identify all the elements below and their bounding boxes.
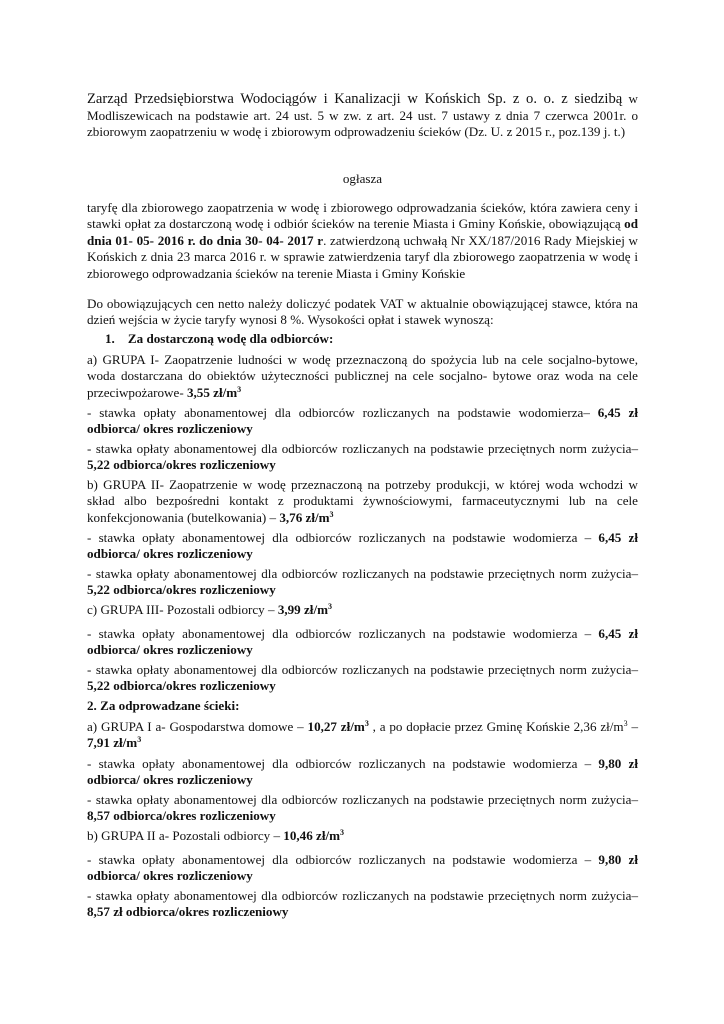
sewage-group1-subsidy-text: , a po dopłacie przez Gminę Końskie 2,36 zł/m	[368, 719, 624, 734]
water-group1-text: a) GRUPA I- Zaopatrzenie ludności w wodę przeznaczoną do spożycia lub na cele socjalno-bytowe, woda dostarczana do obiektów użyteczności publicznej na cele socjalno- bytowe oraz woda na cele przeciwpożarowe-	[87, 352, 638, 400]
water-group2-norm-text: - stawka opłaty abonamentowej dla odbiorców rozliczanych na podstawie przeciętnych norm zużycia–	[87, 566, 638, 581]
water-group2-meter-text: - stawka opłaty abonamentowej dla odbiorców rozliczanych na podstawie wodomierza –	[87, 530, 599, 545]
sewage-group1-norm-rate	[87, 792, 638, 825]
water-group3-norm-text: - stawka opłaty abonamentowej dla odbiorców rozliczanych na podstawie przeciętnych norm zużycia–	[87, 662, 638, 677]
sewage-group1-meter-text: - stawka opłaty abonamentowej dla odbiorców rozliczanych na podstawie wodomierza –	[87, 756, 599, 771]
intro-paragraph	[87, 200, 638, 282]
sewage-section-title: . Za odprowadzane ścieki:	[93, 698, 240, 713]
sewage-group2-meter-rate	[87, 852, 638, 885]
water-group3-norm-value: 5,22 odbiorca/okres rozliczeniowy	[87, 678, 276, 694]
water-group3-meter-rate	[87, 626, 638, 659]
cubic-superscript: 3	[329, 509, 334, 519]
sewage-group1-meter-rate	[87, 756, 638, 789]
sewage-group1-norm-text: - stawka opłaty abonamentowej dla odbiorców rozliczanych na podstawie przeciętnych norm zużycia–	[87, 792, 638, 807]
cubic-superscript: 3	[328, 602, 332, 611]
vat-paragraph: Do obowiązujących cen netto należy doliczyć podatek VAT w aktualnie obowiązującej stawce, która na dzień wejścia w życie taryfy wynosi 8 %. Wysokości opłat i stawek wynoszą:	[87, 296, 638, 328]
water-group1	[87, 352, 638, 401]
sewage-section-heading	[87, 698, 638, 714]
intro-part2: . zatwierdzoną uchwałą Nr XX/187/2016 Rady Miejskiej w Końskich z dnia 23 marca 2016 r. w sprawie zatwierdzenia taryf dla zbiorowego zaopatrzenia w wodę i zbiorowego odprowadzania ścieków na terenie Miasta i Gminy Końskie	[87, 232, 638, 281]
water-section-heading	[87, 331, 638, 347]
sewage-group2-text: b) GRUPA II a- Pozostali odbiorcy –	[87, 828, 284, 843]
water-group3-text: c) GRUPA III- Pozostali odbiorcy –	[87, 602, 278, 617]
sewage-group2	[87, 828, 638, 844]
sewage-group2-norm-rate	[87, 888, 638, 921]
water-group2-meter-rate	[87, 530, 638, 563]
water-group1-norm-rate	[87, 441, 638, 474]
cubic-superscript: 3	[340, 828, 345, 837]
water-group3-price: 3,99 zł/m	[277, 602, 328, 617]
water-group1-price: 3,55 zł/m	[186, 384, 238, 400]
cubic-superscript: 3	[137, 735, 142, 745]
sewage-group2-norm-text: - stawka opłaty abonamentowej dla odbiorców rozliczanych na podstawie przeciętnych norm zużycia–	[87, 888, 638, 903]
cubic-superscript: 3	[623, 719, 628, 728]
sewage-group1-meter-value: 9,80 zł odbiorca/ okres rozliczeniowy	[87, 756, 638, 788]
announce-heading: ogłasza	[342, 171, 383, 186]
water-group2	[87, 477, 638, 526]
sewage-group1-final-price: 7,91 zł/m	[87, 735, 138, 751]
water-group2-meter-value: 6,45 zł odbiorca/ okres rozliczeniowy	[87, 530, 638, 562]
sewage-group2-norm-value: 8,57 zł odbiorca/okres rozliczeniowy	[87, 904, 289, 920]
water-group1-norm-text: - stawka opłaty abonamentowej dla odbiorców rozliczanych na podstawie przeciętnych norm zużycia–	[87, 441, 638, 456]
intro-dates: od dnia 01- 05- 2016 r. do dnia 30- 04- 2017 r	[87, 216, 638, 248]
water-group1-norm-value: 5,22 odbiorca/okres rozliczeniowy	[87, 457, 276, 473]
sewage-group1-norm-value: 8,57 odbiorca/okres rozliczeniowy	[87, 808, 276, 824]
sewage-group1	[87, 719, 638, 752]
header-rest: w Modliszewicach na podstawie art. 24 ust. 5 w zw. z art. 24 ust. 7 ustawy z dnia 7 czerwca 2001r. o zbiorowym zaopatrzeniu w wodę i zbiorowym odprowadzeniu ścieków (Dz. U. z 2015 r., poz.139 j. t.)	[87, 91, 638, 140]
water-section-number: 1.	[105, 331, 115, 346]
intro-part1: taryfę dla zbiorowego zaopatrzenia w wodę i zbiorowego odprowadzania ścieków, która zawiera ceny i stawki opłat za dostarczoną wodę i odbiór ścieków na terenie Miasta i Gminy Końskie, obowiązującą	[87, 200, 638, 232]
sewage-group1-dash: –	[627, 719, 638, 734]
sewage-group2-price: 10,46 zł/m	[283, 828, 341, 843]
water-group3-meter-text: - stawka opłaty abonamentowej dla odbiorców rozliczanych na podstawie wodomierza –	[87, 626, 599, 641]
sewage-group2-meter-value: 9,80 zł odbiorca/ okres rozliczeniowy	[87, 852, 638, 884]
sewage-group2-meter-text: - stawka opłaty abonamentowej dla odbiorców rozliczanych na podstawie wodomierza –	[87, 852, 599, 867]
water-group1-meter-text: - stawka opłaty abonamentowej dla odbiorców rozliczanych na podstawie wodomierza–	[87, 405, 598, 420]
water-group2-norm-rate	[87, 566, 638, 599]
cubic-superscript: 3	[237, 384, 242, 394]
sewage-section-number: 2	[87, 698, 94, 713]
water-group2-norm-value: 5,22 odbiorca/okres rozliczeniowy	[87, 582, 276, 598]
cubic-superscript: 3	[364, 719, 369, 728]
water-group2-text: b) GRUPA II- Zaopatrzenie w wodę przeznaczoną na potrzeby produkcji, w której woda wchodzi w skład albo bezpośredni kontakt z produktami żywnościowymi, farmaceutycznymi lub na cele konfekcjonowania (butelkowania) –	[87, 477, 638, 525]
water-section-title: Za dostarczoną wodę dla odbiorców:	[127, 331, 334, 346]
header-first-line: Zarząd Przedsiębiorstwa Wodociągów i Kanalizacji w Końskich Sp. z o. o. z siedzibą	[87, 91, 623, 107]
water-group2-price: 3,76 zł/m	[279, 509, 330, 525]
sewage-group1-price: 10,27 zł/m	[307, 719, 365, 734]
water-group3-norm-rate	[87, 662, 638, 695]
water-group1-meter-rate	[87, 405, 638, 438]
water-group3-meter-value: 6,45 zł odbiorca/ okres rozliczeniowy	[87, 626, 638, 658]
water-group1-meter-value: 6,45 zł odbiorca/ okres rozliczeniowy	[87, 405, 638, 437]
water-group3	[87, 602, 638, 618]
sewage-group1-text: a) GRUPA I a- Gospodarstwa domowe –	[87, 719, 308, 734]
header-paragraph	[87, 91, 638, 141]
